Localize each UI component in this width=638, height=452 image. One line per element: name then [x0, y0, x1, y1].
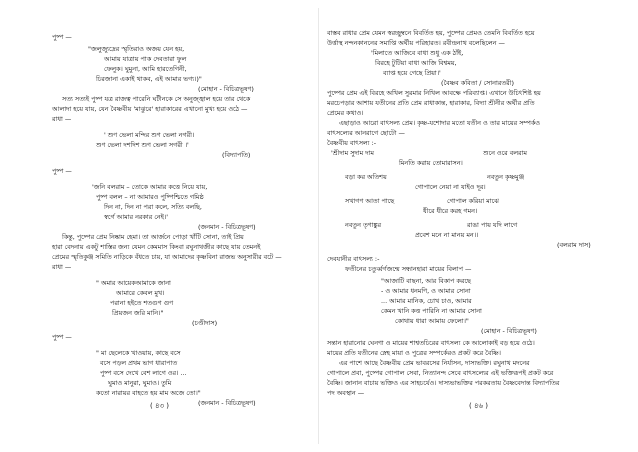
text-line: মায়ের প্রতি যতীনের স্নেহ মায়া ও পুত্রের সম্পর্কেরও প্রকট করে বৈষ্ণি।	[327, 349, 501, 357]
text-line: স্বর্গে আমার নরকার নেই।'	[104, 213, 169, 221]
text-line: রাধা —	[52, 263, 72, 271]
text-line: বসে পড়ল প্রথম ভাগ ধারাপাত	[100, 359, 178, 367]
text-line: নবতুন তৃণাঙ্কুর	[345, 221, 382, 229]
text-line: ধীরে ধীরে করহ গমন।	[423, 207, 478, 215]
text-line: ব্যাপ্ত হয়ে গেছে প্রিয়া।'	[383, 69, 441, 77]
right-page-number: ( ৪৬ )	[468, 402, 488, 410]
text-line: "জলুজ্যুদ্রের স্মৃতিরাও অজয় যেন হয়,	[88, 45, 185, 53]
text-line: 'জনি বলরাম – তোকে আমার কত্তে নিয়ে যায়,	[92, 183, 208, 191]
text-line: প্রবেশ মনে না মানয় মন।।	[415, 231, 479, 239]
text-line: প্রেমের কথাও।	[327, 109, 364, 117]
text-line: (মোহান - বিচিত্রভূষণ)	[481, 327, 537, 335]
text-line: " অমার আয়েকআমাকে জানা	[96, 279, 171, 287]
text-line: (বৈষ্ণব কবিতা / সোনারতরী)	[441, 79, 514, 87]
text-line: এর পাশে আছে বৈষ্ণবীয় প্রেম ভাবরসের নির্যাসন, দাস্যভক্তি। রঘুনাথ মদনের	[339, 359, 530, 367]
text-line: বাস্তব রাধার প্রেম যেমন স্বরচ্ছুম্বনে বিবর্তিত হয়, পুষ্পের প্রেমও তেমনি বিবর্তিত হয়ে	[327, 29, 535, 37]
text-line: " মা ছেলেকে খাওয়ায়, কাছে বসে	[96, 349, 181, 357]
text-line: কেমন খানি কত্ত পারিনি না আমার সোনা	[381, 307, 482, 315]
text-line: রাধা —	[52, 115, 72, 123]
right-page	[319, 0, 638, 452]
text-line: (চণ্ডীদাস)	[192, 319, 218, 327]
text-line: কতো নারায়র বাহতে হয় মাম অজে তো।"	[96, 389, 201, 397]
text-line: বড়া কর অতিশয়	[345, 173, 387, 181]
text-line: গোপাল করিয়া মাঝে	[447, 197, 499, 205]
text-line: পুষ্প —	[52, 33, 72, 41]
left-page-number: ( ৪৩ )	[149, 402, 169, 410]
text-line: ... আমার মানিক, চোখ চাও, আমার	[381, 297, 472, 305]
text-line: (জনমান - বিচিত্রভূষণ)	[198, 223, 256, 231]
text-line: পুষ্প —	[52, 333, 72, 341]
text-line: নবতুন কৃষ্ণমুঞ্জ	[487, 173, 525, 181]
text-line: বিরহে টুটিয়া বাধা আজি বিশ্বময়,	[375, 59, 457, 67]
text-line: কোথায় ধারা আমায় ফেলো।"	[395, 317, 469, 325]
text-line: প্রিয়জন জরি মানি।"	[112, 309, 164, 317]
text-line: গোপালে প্রবা, পুষ্পের গোপাল সেবা, নিত্যানন্দ সেবে বাৎসল্যের এই ভক্তিরূপই প্রকট করে	[327, 369, 554, 377]
text-line: (বিদ্যাপতি)	[222, 151, 251, 159]
text-line: কিন্তু, পুষ্পের প্রেম নিষ্কাম হেমা। তা আর্জনে পোড়া খাঁটি সোনা, তাই প্রিয়	[62, 233, 244, 241]
text-line: ঘুমাও মানুরা, ঘুমাও। তুমি	[108, 379, 172, 387]
text-line: মিনতি করায় তোমারাসন।	[399, 159, 463, 167]
text-line: চিরজানা একাই থাকব, এই আমার ভগ্য।)"	[96, 75, 202, 83]
text-line: 'মিলাতে আজিবে বাধা শুধু এক ঠাঁই,	[371, 49, 464, 57]
text-line: আমায় যাত্রায় পাক দেবতারা ফুল	[104, 55, 187, 63]
text-line: ফেলুক। ঘুমুনা, আমি হারতেগিনী,	[104, 65, 187, 73]
text-line: 'শ্রীদাম সুদাম দাম	[331, 149, 374, 157]
text-line: দেবযানীর বাৎসল্য :-	[327, 255, 380, 263]
text-line: সন্তান হারানোর ঘেনণা ও মায়ের শাশ্বতচিরের বাৎসল্য কে আলোকাই বড় হয়ে ওঠে।	[327, 339, 535, 347]
text-line: বৈষ্ণি। জানান বাচায় ভক্তিও এর সাহচর্যেও। দাস্যভাভক্তির পরকরতায় বৈষ্ণবেদান্ত বিদ্যাপতির	[327, 379, 560, 387]
text-line: গোপালে নেয়া না যাইও দূর।	[415, 183, 486, 191]
text-line: বাৎসল্যের আনরাগে ছোটো —	[327, 129, 405, 137]
text-line: প্রেমের স্মৃতিকুঞ্জ সমিতি নাড়িকে বঁধতে চায়, যা আমাদের কৃষ্ণবিনা রাজভ অনুসারীর বটে —	[52, 253, 282, 261]
text-line: ফতীনের চতুর্ব্বর্গজন্মে সন্ধানহারা মায়ের বিলাপ —	[345, 265, 472, 273]
text-line: সত্য সত্যই পুষ্প যত্র রাজত্ব পারেনি ঘটীনকে সে অনুজ্জ্বাল হয়ে তার থেকে	[62, 95, 251, 103]
text-line: হারা বেদনায় একটু শাস্তির জন্য যেমন কেমমাস কিংবা রঘুনাথজীর কাছে যায় তেমনই	[52, 243, 261, 251]
text-line: এছাড়াও আরো বাৎসল্য প্রেম। কৃষ্ণ-যশোদার মতো যতীন ও তার মায়ের সম্পর্কও	[339, 119, 541, 127]
text-line: পরানা হইতে শতগুণ গুণ	[110, 299, 174, 307]
text-line: (জনমান - বিচিত্রভূষণ)	[198, 399, 256, 407]
text-line: পুষ্প —	[52, 167, 72, 175]
text-line: ' শুণ ভেলা মন্দির শুণ ভেলা নগরী।	[104, 131, 195, 139]
text-line: আলাদা হয়ে যায়, যেন বৈষ্ণবীয় 'মাঝুরে' হারাকারের এখানো মুখ্য হয়ে ওঠে —	[52, 105, 248, 113]
text-line: মরচেপড়ার আশায় যতীনের প্রতি প্রেম রাধাকান্ত, হারাকার, বিদ্যা শ্রীনীর অর্ঘীর প্রতি	[327, 99, 535, 107]
text-line: "আজাটি বাছনা, আর বিকাপ করছে	[381, 277, 471, 285]
text-line: পুষ্প বলল – না আমারও পুষ্পিশ্চিতে গমিষ্ঠ	[96, 193, 204, 201]
text-line: আমারে কেবল মুখ।	[116, 289, 165, 297]
text-line: বৈষ্ণবীয় বাৎসল্য :-	[327, 139, 377, 147]
text-line: শুণ ভেলা দশদিশ শুণ ভেলা সগরী ।'	[96, 141, 189, 149]
text-line: (বলরাম দাস)	[557, 241, 591, 249]
text-line: সখাগণ আতা পাছে	[345, 197, 395, 205]
text-line: পুষ্পের প্রেম এই বিরহে অখিল সুরমার নিখিল আবক্ষে পরিব্যাপ্ত। এখানে উচিৎশিষ্ট হয়	[327, 89, 541, 97]
text-line: পুষ্প বসে দেখে বেশ লাগে ওর। ...	[100, 369, 187, 377]
text-line: উর্ত্তাস্থ নন্দনকাননের সমাপ্তি অর্ঘীয় পরিহারত। রবীন্দ্রনাথ বলেছিলেন —	[327, 39, 505, 47]
text-line: দিন না, দিন না পরা কলে, সত্যি বলছি,	[104, 203, 202, 211]
text-line: (মোহান - বিচিত্রভূষণ)	[198, 85, 254, 93]
text-line: রাঙা পায় যদি লাগে	[467, 221, 518, 229]
text-line: - ও আমার ধনমণি, ও আমার সোনা	[381, 287, 471, 295]
text-line: পদ অবস্থান —	[327, 389, 365, 397]
text-line: শুনে ওরে বলরাম	[483, 149, 527, 157]
